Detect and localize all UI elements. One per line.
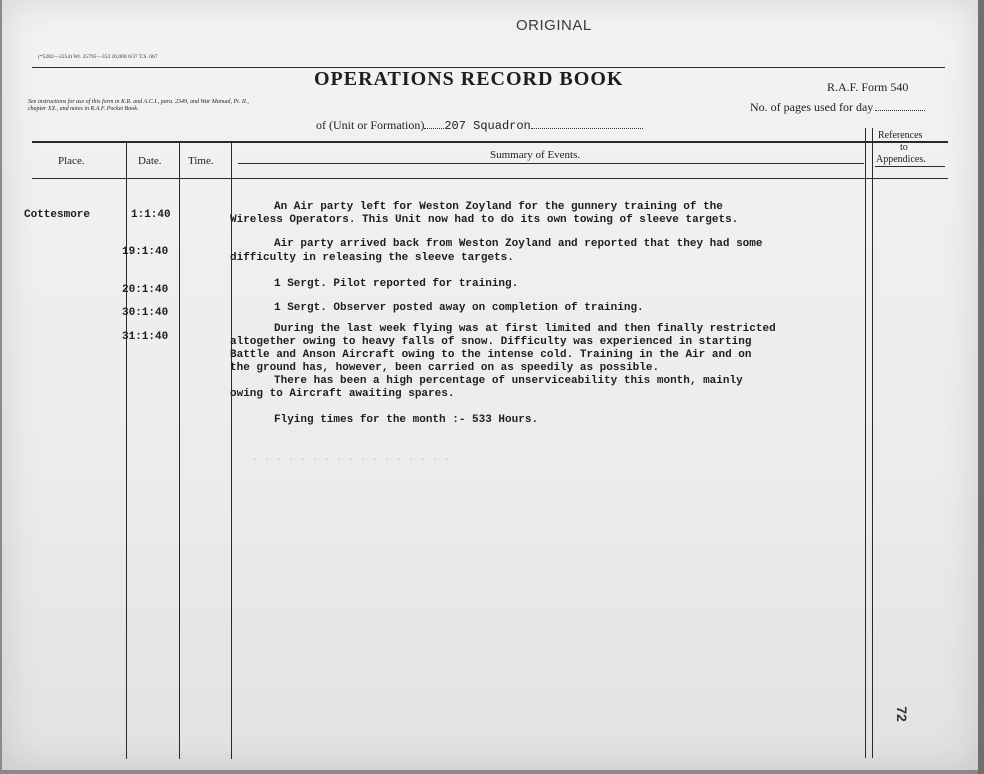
entry-line: An Air party left for Weston Zoyland for the gunnery training of the [274,201,723,213]
page-title: OPERATIONS RECORD BOOK [314,68,624,90]
print-reference: (*5282—2254) Wt. 25795—353 20,000 6/37 T.S. 667 [38,54,158,60]
entry-line: difficulty in releasing the sleeve targets. [230,252,514,264]
header-date: Date. [138,155,162,167]
entry-line: altogether owing to heavy falls of snow. Difficulty was experienced in starting [230,336,752,348]
entry-date: 20:1:40 [122,284,169,296]
header-time: Time. [188,155,214,167]
place-value: Cottesmore [24,209,91,221]
header-place: Place. [58,155,85,167]
entry-line: Wireless Operators. This Unit now had to do its own towing of sleeve targets. [230,214,739,226]
page-edge-shadow [978,0,984,774]
page-number: 72 [893,706,910,722]
unit-label: of (Unit or Formation) [316,118,425,132]
flying-times: Flying times for the month :- 533 Hours. [274,414,539,426]
entry-line: 1 Sergt. Observer posted away on completion of training. [274,302,644,314]
bleed-through-mark: · · · · · · · · · · · · · · · · · [252,455,451,466]
form-number: R.A.F. Form 540 [827,80,909,94]
entry-line: owing to Aircraft awaiting spares. [230,388,455,400]
entry-line: Air party arrived back from Weston Zoyland and reported that they had some [274,238,763,250]
entry-date: 1:1:40 [131,209,171,221]
instructions-note: See instructions for use of this form in K.R. and A.C.I., para. 2349, and War Manual, Pt. II., chapter XX., and notes in R.A.F. Pocket Book. [28,99,249,112]
entry-date: 30:1:40 [122,307,169,319]
entry-line: the ground has, however, been carried on as speedily as possible. [230,362,660,374]
header-refs-3: Appendices. [876,154,926,165]
entry-line: Battle and Anson Aircraft owing to the intense cold. Training in the Air and on [230,349,752,361]
entry-line: 1 Sergt. Pilot reported for training. [274,278,519,290]
unit-line [316,118,643,133]
header-summary: Summary of Events. [490,149,581,161]
original-stamp: ORIGINAL [516,17,592,34]
record-sheet [2,0,978,770]
pages-used-label: No. of pages used for day [750,100,925,115]
header-refs-2: to [900,142,908,153]
entry-date: 31:1:40 [122,331,169,343]
header-refs-1: References [878,130,923,141]
unit-value: 207 Squadron [444,119,531,133]
entry-date: 19:1:40 [122,246,169,258]
entry-line: There has been a high percentage of unserviceability this month, mainly [274,375,743,387]
entry-line: During the last week flying was at first limited and then finally restricted [274,323,776,335]
